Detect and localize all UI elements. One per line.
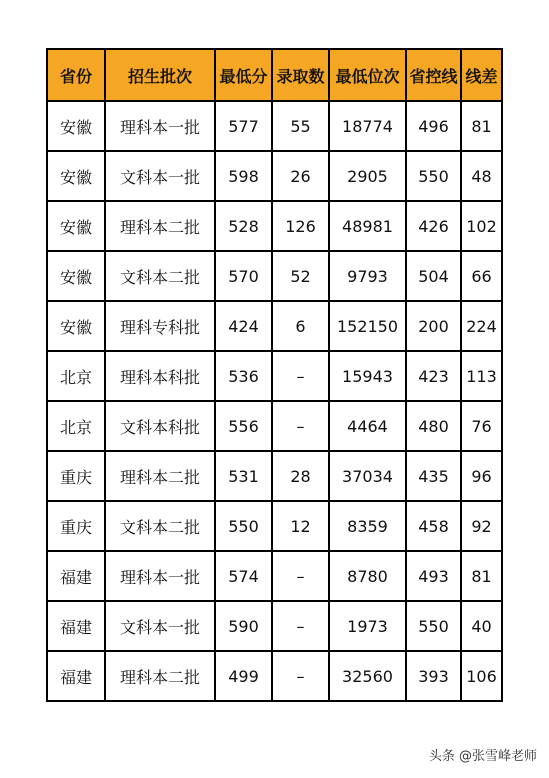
- cell-min-rank: 37034: [329, 451, 406, 501]
- cell-line-diff: 92: [461, 501, 502, 551]
- cell-min-score: 570: [215, 251, 272, 301]
- cell-line-diff: 76: [461, 401, 502, 451]
- cell-control-line: 550: [406, 151, 461, 201]
- cell-line-diff: 66: [461, 251, 502, 301]
- table-row: [47, 101, 502, 151]
- cell-province: 福建: [47, 651, 105, 701]
- table-row: [47, 151, 502, 201]
- cell-line-diff: 81: [461, 551, 502, 601]
- cell-control-line: 458: [406, 501, 461, 551]
- table-row: [47, 501, 502, 551]
- cell-min-rank: 1973: [329, 601, 406, 651]
- cell-min-rank: 2905: [329, 151, 406, 201]
- cell-admitted-count: 52: [272, 251, 329, 301]
- cell-min-rank: 4464: [329, 401, 406, 451]
- cell-batch: 文科本二批: [105, 251, 215, 301]
- cell-control-line: 496: [406, 101, 461, 151]
- cell-province: 北京: [47, 351, 105, 401]
- cell-province: 重庆: [47, 451, 105, 501]
- cell-control-line: 493: [406, 551, 461, 601]
- header-control-line: 省控线: [406, 49, 461, 101]
- table-row: [47, 551, 502, 601]
- table-row: [47, 351, 502, 401]
- cell-province: 安徽: [47, 251, 105, 301]
- header-batch: 招生批次: [105, 49, 215, 101]
- table-row: [47, 301, 502, 351]
- cell-admitted-count: –: [272, 351, 329, 401]
- cell-batch: 理科本二批: [105, 651, 215, 701]
- cell-batch: 文科本科批: [105, 401, 215, 451]
- cell-min-score: 574: [215, 551, 272, 601]
- cell-min-score: 590: [215, 601, 272, 651]
- cell-control-line: 550: [406, 601, 461, 651]
- header-row: [47, 49, 502, 101]
- cell-admitted-count: 12: [272, 501, 329, 551]
- cell-line-diff: 102: [461, 201, 502, 251]
- source-watermark: 头条 @张雪峰老师: [428, 749, 537, 764]
- table-row: [47, 401, 502, 451]
- cell-line-diff: 106: [461, 651, 502, 701]
- cell-min-rank: 8359: [329, 501, 406, 551]
- cell-min-rank: 18774: [329, 101, 406, 151]
- cell-province: 安徽: [47, 151, 105, 201]
- cell-admitted-count: –: [272, 651, 329, 701]
- cell-min-score: 598: [215, 151, 272, 201]
- cell-control-line: 426: [406, 201, 461, 251]
- cell-control-line: 504: [406, 251, 461, 301]
- cell-province: 安徽: [47, 201, 105, 251]
- cell-batch: 文科本一批: [105, 151, 215, 201]
- table-row: [47, 601, 502, 651]
- cell-min-rank: 8780: [329, 551, 406, 601]
- cell-line-diff: 48: [461, 151, 502, 201]
- cell-province: 福建: [47, 601, 105, 651]
- header-province: 省份: [47, 49, 105, 101]
- admission-score-table: [46, 48, 503, 702]
- cell-min-score: 531: [215, 451, 272, 501]
- cell-control-line: 480: [406, 401, 461, 451]
- cell-control-line: 200: [406, 301, 461, 351]
- cell-batch: 理科本一批: [105, 101, 215, 151]
- cell-line-diff: 224: [461, 301, 502, 351]
- cell-line-diff: 40: [461, 601, 502, 651]
- cell-admitted-count: 6: [272, 301, 329, 351]
- cell-admitted-count: 26: [272, 151, 329, 201]
- table-header: [47, 49, 502, 101]
- cell-control-line: 435: [406, 451, 461, 501]
- cell-batch: 理科本二批: [105, 451, 215, 501]
- cell-admitted-count: 126: [272, 201, 329, 251]
- cell-province: 安徽: [47, 301, 105, 351]
- cell-min-score: 424: [215, 301, 272, 351]
- cell-control-line: 423: [406, 351, 461, 401]
- cell-line-diff: 81: [461, 101, 502, 151]
- cell-min-score: 577: [215, 101, 272, 151]
- cell-min-rank: 152150: [329, 301, 406, 351]
- table-row: [47, 201, 502, 251]
- header-min-score: 最低分: [215, 49, 272, 101]
- cell-batch: 理科本一批: [105, 551, 215, 601]
- score-table-container: [46, 48, 501, 702]
- cell-min-rank: 15943: [329, 351, 406, 401]
- cell-min-score: 528: [215, 201, 272, 251]
- cell-batch: 理科本科批: [105, 351, 215, 401]
- cell-line-diff: 113: [461, 351, 502, 401]
- table-row: [47, 651, 502, 701]
- cell-min-score: 536: [215, 351, 272, 401]
- cell-province: 北京: [47, 401, 105, 451]
- cell-province: 重庆: [47, 501, 105, 551]
- cell-admitted-count: –: [272, 401, 329, 451]
- header-admitted-count: 录取数: [272, 49, 329, 101]
- cell-line-diff: 96: [461, 451, 502, 501]
- cell-batch: 文科本二批: [105, 501, 215, 551]
- header-line-diff: 线差: [461, 49, 502, 101]
- cell-admitted-count: –: [272, 551, 329, 601]
- cell-min-rank: 32560: [329, 651, 406, 701]
- cell-batch: 理科专科批: [105, 301, 215, 351]
- header-min-rank: 最低位次: [329, 49, 406, 101]
- cell-min-score: 550: [215, 501, 272, 551]
- cell-min-rank: 9793: [329, 251, 406, 301]
- cell-min-score: 556: [215, 401, 272, 451]
- cell-batch: 理科本二批: [105, 201, 215, 251]
- cell-province: 福建: [47, 551, 105, 601]
- table-body: [47, 101, 502, 701]
- cell-admitted-count: –: [272, 601, 329, 651]
- cell-control-line: 393: [406, 651, 461, 701]
- cell-min-rank: 48981: [329, 201, 406, 251]
- cell-min-score: 499: [215, 651, 272, 701]
- cell-admitted-count: 55: [272, 101, 329, 151]
- cell-admitted-count: 28: [272, 451, 329, 501]
- table-row: [47, 251, 502, 301]
- cell-batch: 文科本一批: [105, 601, 215, 651]
- cell-province: 安徽: [47, 101, 105, 151]
- table-row: [47, 451, 502, 501]
